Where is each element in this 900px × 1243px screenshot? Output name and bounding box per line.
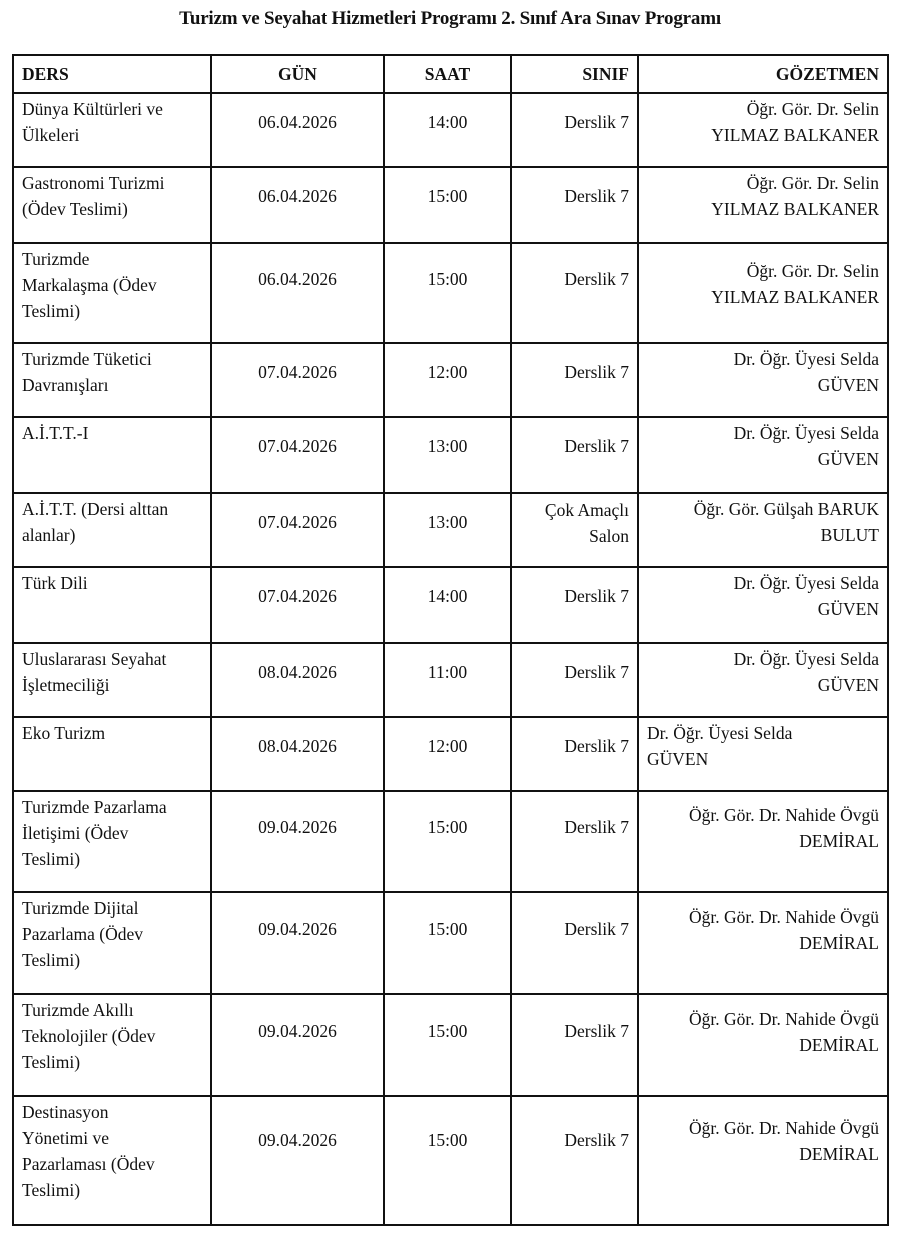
cell-saat-text: 15:00 bbox=[427, 919, 468, 939]
cell-saat-text: 15:00 bbox=[427, 817, 468, 837]
cell-gun-text: 06.04.2026 bbox=[258, 269, 337, 289]
cell-gozetmen-line: Dr. Öğr. Üyesi Selda bbox=[733, 573, 879, 593]
table-row bbox=[13, 93, 888, 167]
cell-gozetmen bbox=[638, 167, 888, 243]
cell-gozetmen bbox=[638, 93, 888, 167]
cell-sinif-line: Derslik 7 bbox=[564, 186, 629, 206]
cell-saat-text: 15:00 bbox=[427, 1130, 468, 1150]
cell-ders-line: Turizmde Tüketici bbox=[22, 349, 152, 369]
cell-ders-line: Yönetimi ve bbox=[22, 1128, 109, 1148]
cell-ders bbox=[13, 994, 211, 1096]
cell-saat bbox=[384, 717, 511, 791]
cell-saat-text: 15:00 bbox=[427, 1021, 468, 1041]
cell-ders-line: A.İ.T.T.-I bbox=[22, 423, 89, 443]
cell-sinif bbox=[511, 417, 638, 493]
cell-gun-text: 08.04.2026 bbox=[258, 736, 337, 756]
cell-saat-text: 12:00 bbox=[427, 362, 468, 382]
page-title: Turizm ve Seyahat Hizmetleri Programı 2. Sınıf Ara Sınav Programı bbox=[179, 8, 721, 29]
cell-ders bbox=[13, 791, 211, 892]
cell-sinif-line: Derslik 7 bbox=[564, 1021, 629, 1041]
cell-gun bbox=[211, 417, 384, 493]
cell-saat bbox=[384, 1096, 511, 1225]
cell-ders bbox=[13, 643, 211, 717]
cell-ders-line: Turizmde Akıllı bbox=[22, 1000, 134, 1020]
cell-gun bbox=[211, 717, 384, 791]
cell-saat bbox=[384, 791, 511, 892]
cell-gun bbox=[211, 643, 384, 717]
cell-saat bbox=[384, 892, 511, 994]
cell-gun-text: 09.04.2026 bbox=[258, 1130, 337, 1150]
table-row bbox=[13, 892, 888, 994]
cell-gun bbox=[211, 167, 384, 243]
cell-ders-line: İletişimi (Ödev bbox=[22, 823, 129, 843]
cell-gun-text: 07.04.2026 bbox=[258, 362, 337, 382]
cell-gozetmen bbox=[638, 717, 888, 791]
cell-gozetmen-line: Dr. Öğr. Üyesi Selda bbox=[647, 723, 793, 743]
header-gun: GÜN bbox=[211, 55, 384, 93]
table-row bbox=[13, 343, 888, 417]
cell-gun bbox=[211, 243, 384, 343]
cell-gozetmen bbox=[638, 994, 888, 1096]
cell-gozetmen-line: YILMAZ BALKANER bbox=[711, 125, 879, 145]
cell-gozetmen-line: GÜVEN bbox=[817, 449, 879, 469]
cell-sinif bbox=[511, 717, 638, 791]
cell-gozetmen bbox=[638, 343, 888, 417]
table-row bbox=[13, 493, 888, 567]
cell-sinif bbox=[511, 994, 638, 1096]
cell-saat bbox=[384, 493, 511, 567]
cell-ders-line: A.İ.T.T. (Dersi alttan bbox=[22, 499, 169, 519]
cell-ders bbox=[13, 343, 211, 417]
header-gozetmen: GÖZETMEN bbox=[638, 55, 888, 93]
cell-sinif bbox=[511, 343, 638, 417]
cell-ders-line: Pazarlama (Ödev bbox=[22, 924, 143, 944]
cell-saat bbox=[384, 567, 511, 643]
cell-gun bbox=[211, 567, 384, 643]
table-row bbox=[13, 717, 888, 791]
cell-gun bbox=[211, 892, 384, 994]
cell-gun-text: 09.04.2026 bbox=[258, 919, 337, 939]
cell-ders-line: Markalaşma (Ödev bbox=[22, 275, 157, 295]
cell-ders-line: Teslimi) bbox=[22, 1180, 81, 1200]
header-sinif: SINIF bbox=[511, 55, 638, 93]
cell-ders bbox=[13, 717, 211, 791]
cell-ders-line: alanlar) bbox=[22, 525, 76, 545]
table-header-row bbox=[13, 55, 888, 93]
cell-ders-line: Teslimi) bbox=[22, 849, 81, 869]
cell-gun bbox=[211, 994, 384, 1096]
table-row bbox=[13, 791, 888, 892]
cell-gozetmen-line: DEMİRAL bbox=[799, 1035, 879, 1055]
cell-ders-line: Dünya Kültürleri ve bbox=[22, 99, 163, 119]
cell-sinif bbox=[511, 643, 638, 717]
cell-ders-line: Eko Turizm bbox=[22, 723, 106, 743]
cell-ders-line: Uluslararası Seyahat bbox=[22, 649, 167, 669]
cell-gozetmen-line: BULUT bbox=[820, 525, 879, 545]
cell-saat bbox=[384, 167, 511, 243]
cell-ders-line: Turizmde bbox=[22, 249, 90, 269]
cell-ders-line: Davranışları bbox=[22, 375, 109, 395]
cell-gozetmen-line: GÜVEN bbox=[817, 675, 879, 695]
cell-saat-text: 15:00 bbox=[427, 269, 468, 289]
cell-sinif bbox=[511, 243, 638, 343]
cell-ders bbox=[13, 93, 211, 167]
cell-sinif-line: Derslik 7 bbox=[564, 1130, 629, 1150]
cell-sinif bbox=[511, 93, 638, 167]
cell-sinif bbox=[511, 167, 638, 243]
cell-ders bbox=[13, 493, 211, 567]
cell-ders-line: Teslimi) bbox=[22, 950, 81, 970]
table-row bbox=[13, 167, 888, 243]
cell-gozetmen-line: Öğr. Gör. Dr. Selin bbox=[746, 261, 879, 281]
cell-gun bbox=[211, 1096, 384, 1225]
cell-saat-text: 12:00 bbox=[427, 736, 468, 756]
cell-gun-text: 08.04.2026 bbox=[258, 662, 337, 682]
cell-ders-line: İşletmeciliği bbox=[22, 675, 110, 695]
cell-ders-line: Türk Dili bbox=[22, 573, 88, 593]
cell-sinif-line: Derslik 7 bbox=[564, 736, 629, 756]
cell-gozetmen-line: Öğr. Gör. Dr. Nahide Övgü bbox=[688, 907, 879, 927]
cell-gozetmen bbox=[638, 892, 888, 994]
cell-gozetmen-line: GÜVEN bbox=[817, 599, 879, 619]
cell-gozetmen bbox=[638, 243, 888, 343]
cell-gozetmen-line: Dr. Öğr. Üyesi Selda bbox=[733, 349, 879, 369]
table-row bbox=[13, 243, 888, 343]
cell-ders bbox=[13, 567, 211, 643]
cell-gun-text: 07.04.2026 bbox=[258, 436, 337, 456]
cell-sinif bbox=[511, 1096, 638, 1225]
exam-schedule-table bbox=[12, 54, 889, 1226]
cell-saat-text: 15:00 bbox=[427, 186, 468, 206]
cell-sinif-line: Derslik 7 bbox=[564, 362, 629, 382]
cell-sinif bbox=[511, 567, 638, 643]
table-row bbox=[13, 1096, 888, 1225]
cell-ders-line: Teslimi) bbox=[22, 1052, 81, 1072]
cell-gozetmen-line: YILMAZ BALKANER bbox=[711, 199, 879, 219]
cell-gozetmen-line: GÜVEN bbox=[817, 375, 879, 395]
cell-ders-line: Teslimi) bbox=[22, 301, 81, 321]
cell-ders-line: Ülkeleri bbox=[22, 125, 80, 145]
cell-ders-line: Pazarlaması (Ödev bbox=[22, 1154, 155, 1174]
cell-ders-line: Turizmde Pazarlama bbox=[22, 797, 167, 817]
cell-saat-text: 14:00 bbox=[427, 112, 468, 132]
cell-gozetmen-line: Öğr. Gör. Gülşah BARUK bbox=[693, 499, 879, 519]
cell-saat-text: 11:00 bbox=[427, 662, 468, 682]
cell-ders-line: Destinasyon bbox=[22, 1102, 109, 1122]
cell-gun-text: 06.04.2026 bbox=[258, 186, 337, 206]
cell-sinif-line: Derslik 7 bbox=[564, 586, 629, 606]
table-row bbox=[13, 643, 888, 717]
cell-saat-text: 13:00 bbox=[427, 436, 468, 456]
cell-gozetmen-line: DEMİRAL bbox=[799, 1144, 879, 1164]
cell-sinif bbox=[511, 493, 638, 567]
cell-gozetmen bbox=[638, 417, 888, 493]
cell-ders-line: Gastronomi Turizmi bbox=[22, 173, 165, 193]
cell-gun bbox=[211, 493, 384, 567]
cell-saat-text: 13:00 bbox=[427, 512, 468, 532]
cell-sinif-line: Derslik 7 bbox=[564, 662, 629, 682]
cell-ders-line: Turizmde Dijital bbox=[22, 898, 139, 918]
cell-ders-line: Teknolojiler (Ödev bbox=[22, 1026, 156, 1046]
cell-sinif-line: Derslik 7 bbox=[564, 436, 629, 456]
cell-saat bbox=[384, 643, 511, 717]
cell-gozetmen-line: Dr. Öğr. Üyesi Selda bbox=[733, 649, 879, 669]
cell-gozetmen bbox=[638, 493, 888, 567]
cell-sinif bbox=[511, 791, 638, 892]
cell-gozetmen-line: GÜVEN bbox=[647, 749, 709, 769]
cell-gozetmen-line: DEMİRAL bbox=[799, 831, 879, 851]
header-ders: DERS bbox=[13, 55, 211, 93]
cell-saat bbox=[384, 994, 511, 1096]
cell-saat bbox=[384, 93, 511, 167]
cell-gozetmen-line: Öğr. Gör. Dr. Nahide Övgü bbox=[688, 1009, 879, 1029]
cell-sinif bbox=[511, 892, 638, 994]
cell-ders bbox=[13, 167, 211, 243]
cell-gozetmen bbox=[638, 791, 888, 892]
cell-sinif-line: Derslik 7 bbox=[564, 269, 629, 289]
cell-gun bbox=[211, 343, 384, 417]
cell-gozetmen-line: Öğr. Gör. Dr. Nahide Övgü bbox=[688, 805, 879, 825]
cell-gozetmen-line: YILMAZ BALKANER bbox=[711, 287, 879, 307]
table-row bbox=[13, 994, 888, 1096]
cell-ders bbox=[13, 243, 211, 343]
header-saat: SAAT bbox=[384, 55, 511, 93]
cell-gozetmen-line: Öğr. Gör. Dr. Selin bbox=[746, 173, 879, 193]
cell-ders bbox=[13, 417, 211, 493]
cell-ders-line: (Ödev Teslimi) bbox=[22, 199, 128, 219]
cell-gozetmen-line: Dr. Öğr. Üyesi Selda bbox=[733, 423, 879, 443]
cell-saat bbox=[384, 243, 511, 343]
cell-saat bbox=[384, 343, 511, 417]
cell-saat bbox=[384, 417, 511, 493]
cell-gun-text: 09.04.2026 bbox=[258, 1021, 337, 1041]
cell-ders bbox=[13, 892, 211, 994]
cell-saat-text: 14:00 bbox=[427, 586, 468, 606]
cell-gun-text: 09.04.2026 bbox=[258, 817, 337, 837]
cell-sinif-line: Derslik 7 bbox=[564, 919, 629, 939]
table-row bbox=[13, 417, 888, 493]
cell-gun-text: 07.04.2026 bbox=[258, 512, 337, 532]
cell-sinif-line: Derslik 7 bbox=[564, 112, 629, 132]
cell-sinif-line: Derslik 7 bbox=[564, 817, 629, 837]
cell-gun bbox=[211, 93, 384, 167]
cell-ders bbox=[13, 1096, 211, 1225]
cell-sinif-line: Salon bbox=[589, 526, 629, 546]
cell-sinif-line: Çok Amaçlı bbox=[544, 500, 629, 520]
cell-gun-text: 07.04.2026 bbox=[258, 586, 337, 606]
cell-gozetmen bbox=[638, 567, 888, 643]
table-row bbox=[13, 567, 888, 643]
cell-gozetmen-line: Öğr. Gör. Dr. Selin bbox=[746, 99, 879, 119]
cell-gozetmen bbox=[638, 643, 888, 717]
cell-gun-text: 06.04.2026 bbox=[258, 112, 337, 132]
cell-gun bbox=[211, 791, 384, 892]
cell-gozetmen bbox=[638, 1096, 888, 1225]
cell-gozetmen-line: DEMİRAL bbox=[799, 933, 879, 953]
cell-gozetmen-line: Öğr. Gör. Dr. Nahide Övgü bbox=[688, 1118, 879, 1138]
